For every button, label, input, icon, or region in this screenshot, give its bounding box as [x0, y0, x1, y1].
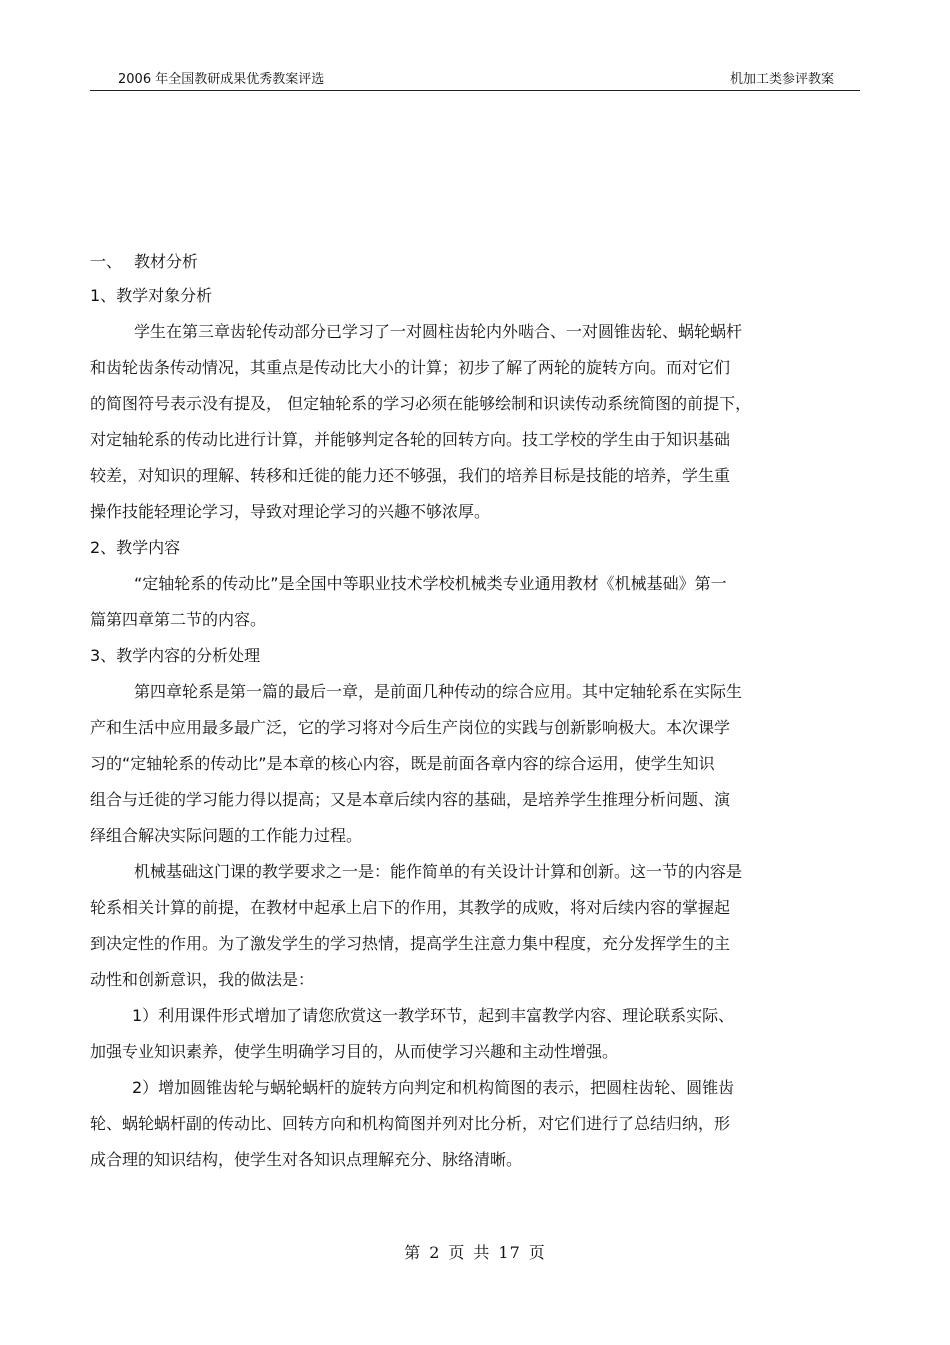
- footer-word: 共: [473, 1243, 491, 1262]
- subsection-title: 2、教学内容: [90, 538, 181, 557]
- current-page-number: 2: [429, 1243, 441, 1262]
- paragraph-line: 的简图符号表示没有提及， 但定轴轮系的学习必须在能够绘制和识读传动系统简图的前提下，: [90, 394, 752, 413]
- section-title: 教材分析: [134, 252, 199, 271]
- paragraph-line: 绎组合解决实际问题的工作能力过程。: [90, 826, 363, 845]
- list-item-line: 2）增加圆锥齿轮与蜗轮蜗杆的旋转方向判定和机构简图的表示，把圆柱齿轮、圆锥齿: [132, 1078, 735, 1097]
- subsection-title: 1、教学对象分析: [90, 286, 213, 305]
- paragraph-line: 较差，对知识的理解、转移和迁徙的能力还不够强，我们的培养目标是技能的培养，学生重: [90, 466, 731, 485]
- total-page-count: 17: [498, 1243, 521, 1262]
- list-item-line: 加强专业知识素养，使学生明确学习目的，从而使学习兴趣和主动性增强。: [90, 1042, 619, 1061]
- document-body: [90, 246, 830, 1178]
- paragraph-line: 机械基础这门课的教学要求之一是：能作简单的有关设计计算和创新。这一节的内容是: [134, 862, 743, 881]
- paragraph-line: 习的“定轴轮系的传动比”是本章的核心内容，既是前面各章内容的综合运用，使学生知识: [90, 754, 715, 773]
- section-heading: [90, 246, 830, 278]
- list-item-line: 1）利用课件形式增加了请您欣赏这一教学环节，起到丰富教学内容、理论联系实际、: [132, 1006, 735, 1025]
- paragraph-line: 产和生活中应用最多最广泛，它的学习将对今后生产岗位的实践与创新影响极大。本次课学: [90, 718, 731, 737]
- footer-word: 页: [528, 1243, 546, 1262]
- paragraph-line: 和齿轮齿条传动情况，其重点是传动比大小的计算；初步了解了两轮的旋转方向。而对它们: [90, 358, 731, 377]
- footer-word: 页: [448, 1243, 466, 1262]
- section-number: 一、: [90, 252, 123, 271]
- paragraph-line: “定轴轮系的传动比”是全国中等职业技术学校机械类专业通用教材《机械基础》第一: [134, 574, 727, 593]
- paragraph-line: 轮系相关计算的前提，在教材中起承上启下的作用，其教学的成败，将对后续内容的掌握起: [90, 898, 731, 917]
- paragraph-line: 篇第四章第二节的内容。: [90, 610, 267, 629]
- paragraph-line: 第四章轮系是第一篇的最后一章，是前面几种传动的综合应用。其中定轴轮系在实际生: [134, 682, 743, 701]
- header-left-text: 2006 年全国教研成果优秀教案评选: [118, 72, 325, 87]
- list-item-line: 轮、蜗轮蜗杆副的传动比、回转方向和机构简图并列对比分析，对它们进行了总结归纳，形: [90, 1114, 731, 1133]
- paragraph-line: 操作技能轻理论学习，导致对理论学习的兴趣不够浓厚。: [90, 502, 491, 521]
- page-header: [90, 66, 860, 91]
- page-footer: [0, 1240, 950, 1263]
- paragraph-line: 组合与迁徙的学习能力得以提高；又是本章后续内容的基础，是培养学生推理分析问题、演: [90, 790, 731, 809]
- subsection-title: 3、教学内容的分析处理: [90, 646, 261, 665]
- paragraph-line: 到决定性的作用。为了激发学生的学习热情，提高学生注意力集中程度，充分发挥学生的主: [90, 934, 731, 953]
- footer-word: 第: [404, 1243, 422, 1262]
- list-item-line: 成合理的知识结构，使学生对各知识点理解充分、脉络清晰。: [90, 1150, 523, 1169]
- paragraph-line: 动性和创新意识，我的做法是：: [90, 970, 315, 989]
- paragraph-line: 对定轴轮系的传动比进行计算，并能够判定各轮的回转方向。技工学校的学生由于知识基础: [90, 430, 731, 449]
- header-right-text: 机加工类参评教案: [729, 72, 834, 87]
- paragraph-line: 学生在第三章齿轮传动部分已学习了一对圆柱齿轮内外啮合、一对圆锥齿轮、蜗轮蜗杆: [134, 322, 743, 341]
